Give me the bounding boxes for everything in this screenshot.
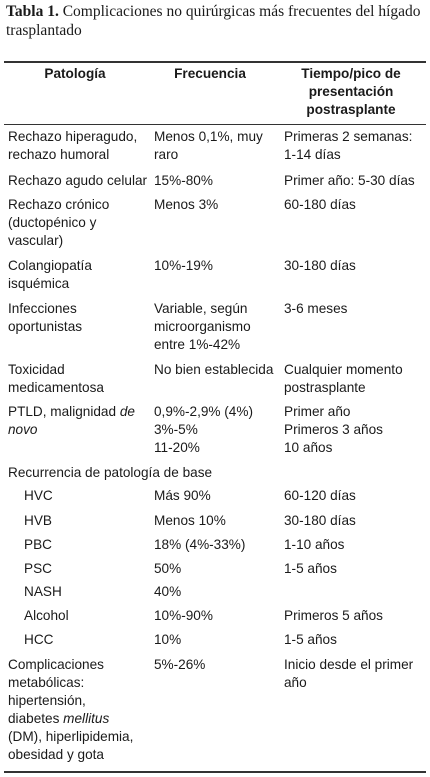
cell-tiempo: 30-180 días <box>284 513 356 528</box>
cell-tiempo: Primeros 5 años <box>284 608 383 623</box>
cell-text: (ductopénico y <box>8 215 97 230</box>
cell-patologia: HVC <box>24 488 53 503</box>
cell-text: Variable, según <box>154 301 248 316</box>
cell-patologia <box>8 196 148 250</box>
cell-tiempo: 60-120 días <box>284 488 356 503</box>
caption-text-line-2: trasplantado <box>6 22 82 39</box>
cell-text: 60-180 días <box>284 197 356 212</box>
cell-text: diabetes <box>8 711 64 726</box>
cell-patologia <box>8 403 148 439</box>
cell-text: oportunistas <box>8 319 83 334</box>
cell-tiempo <box>284 656 426 692</box>
cell-text: PTLD, malignidad <box>8 404 120 419</box>
cell-text: rechazo humoral <box>8 147 110 162</box>
cell-text: 3%-5% <box>154 422 198 437</box>
cell-text: 30-180 días <box>284 258 356 273</box>
cell-patologia: Alcohol <box>24 608 69 623</box>
cell-patologia: PBC <box>24 537 52 552</box>
cell-tiempo <box>284 257 426 275</box>
cell-text: medicamentosa <box>8 380 104 395</box>
header-patologia: Patología <box>44 66 106 81</box>
cell-tiempo <box>284 196 426 214</box>
cell-text: metabólicas: <box>8 675 85 690</box>
cell-text: Rechazo crónico <box>8 197 110 212</box>
bottom-rule <box>4 771 426 773</box>
cell-patologia <box>8 656 148 764</box>
cell-text: Menos 0,1%, muy <box>154 129 263 144</box>
top-rule <box>4 61 426 63</box>
cell-text: raro <box>154 147 179 162</box>
cell-frecuencia: 40% <box>154 584 182 599</box>
cell-patologia: HCC <box>24 632 54 647</box>
cell-text-italic: de <box>119 404 135 419</box>
cell-text: Rechazo hiperagudo, <box>8 129 138 144</box>
header-rule <box>4 124 426 125</box>
cell-tiempo <box>284 300 426 318</box>
cell-text: Rechazo agudo celular <box>8 173 148 188</box>
cell-text: microorganismo <box>154 319 251 334</box>
cell-frecuencia <box>154 656 278 674</box>
cell-patologia <box>8 300 148 336</box>
cell-patologia: HVB <box>24 513 52 528</box>
cell-tiempo <box>284 361 426 397</box>
cell-text: Toxicidad <box>8 362 65 377</box>
cell-frecuencia: 10% <box>154 632 182 647</box>
cell-text: vascular) <box>8 233 64 248</box>
cell-text-italic: mellitus <box>63 711 110 726</box>
cell-patologia <box>8 361 148 397</box>
cell-text: hipertensión, <box>8 693 86 708</box>
cell-text: postrasplante <box>284 380 366 395</box>
cell-text: 15%-80% <box>154 173 213 188</box>
cell-tiempo <box>284 172 426 190</box>
cell-frecuencia <box>154 172 278 190</box>
cell-text: Menos 3% <box>154 197 219 212</box>
cell-text: Infecciones <box>8 301 77 316</box>
cell-frecuencia: 10%-90% <box>154 608 213 623</box>
cell-text: 5%-26% <box>154 657 206 672</box>
cell-frecuencia <box>154 300 278 354</box>
cell-patologia <box>8 172 148 190</box>
cell-patologia: NASH <box>24 584 62 599</box>
cell-text: Colangiopatía <box>8 258 92 273</box>
cell-tiempo <box>284 128 426 164</box>
table-caption <box>6 2 424 40</box>
section-heading: Recurrencia de patología de base <box>8 465 213 480</box>
cell-text: Primeros 3 años <box>284 422 383 437</box>
cell-text: año <box>284 675 307 690</box>
cell-patologia: PSC <box>24 561 52 576</box>
cell-frecuencia: 18% (4%-33%) <box>154 537 246 552</box>
cell-text: (DM), hiperlipidemia, <box>8 729 134 744</box>
cell-text: 10 años <box>284 440 333 455</box>
cell-text: Inicio desde el primer <box>284 657 414 672</box>
cell-frecuencia <box>154 361 278 379</box>
header-tiempo-line-1: Tiempo/pico de <box>301 66 401 81</box>
cell-text: 10%-19% <box>154 258 213 273</box>
cell-text: 1-14 días <box>284 147 341 162</box>
cell-text: Complicaciones <box>8 657 104 672</box>
cell-text: Primeras 2 semanas: <box>284 129 413 144</box>
cell-text: isquémica <box>8 276 70 291</box>
cell-patologia <box>8 128 148 164</box>
cell-frecuencia: Más 90% <box>154 488 211 503</box>
cell-text: Primer año <box>284 404 351 419</box>
cell-text: No bien establecida <box>154 362 274 377</box>
cell-frecuencia <box>154 403 278 457</box>
cell-text: obesidad y gota <box>8 747 104 762</box>
cell-text: entre 1%-42% <box>154 337 241 352</box>
header-tiempo <box>278 65 424 119</box>
cell-tiempo: 1-5 años <box>284 561 337 576</box>
cell-text-italic: novo <box>8 422 38 437</box>
cell-patologia <box>8 257 148 293</box>
cell-tiempo: 1-10 años <box>284 537 345 552</box>
cell-frecuencia: Menos 10% <box>154 513 226 528</box>
cell-text: 11-20% <box>154 440 200 455</box>
cell-tiempo: 1-5 años <box>284 632 337 647</box>
caption-text-line-1: Complicaciones no quirúrgicas más frecuentes del hígado <box>62 3 421 20</box>
cell-text: Cualquier momento <box>284 362 403 377</box>
cell-frecuencia: 50% <box>154 561 182 576</box>
header-tiempo-line-3: postrasplante <box>306 102 396 117</box>
cell-text: Primer año: 5-30 días <box>284 173 415 188</box>
cell-text: 3-6 meses <box>284 301 348 316</box>
header-tiempo-line-2: presentación <box>308 84 394 99</box>
cell-frecuencia <box>154 257 278 275</box>
cell-frecuencia <box>154 196 278 214</box>
cell-frecuencia <box>154 128 278 164</box>
header-frecuencia: Frecuencia <box>174 66 246 81</box>
cell-text: 0,9%-2,9% (4%) <box>154 404 253 419</box>
table-label: Tabla 1. <box>6 3 59 20</box>
cell-tiempo <box>284 403 426 457</box>
